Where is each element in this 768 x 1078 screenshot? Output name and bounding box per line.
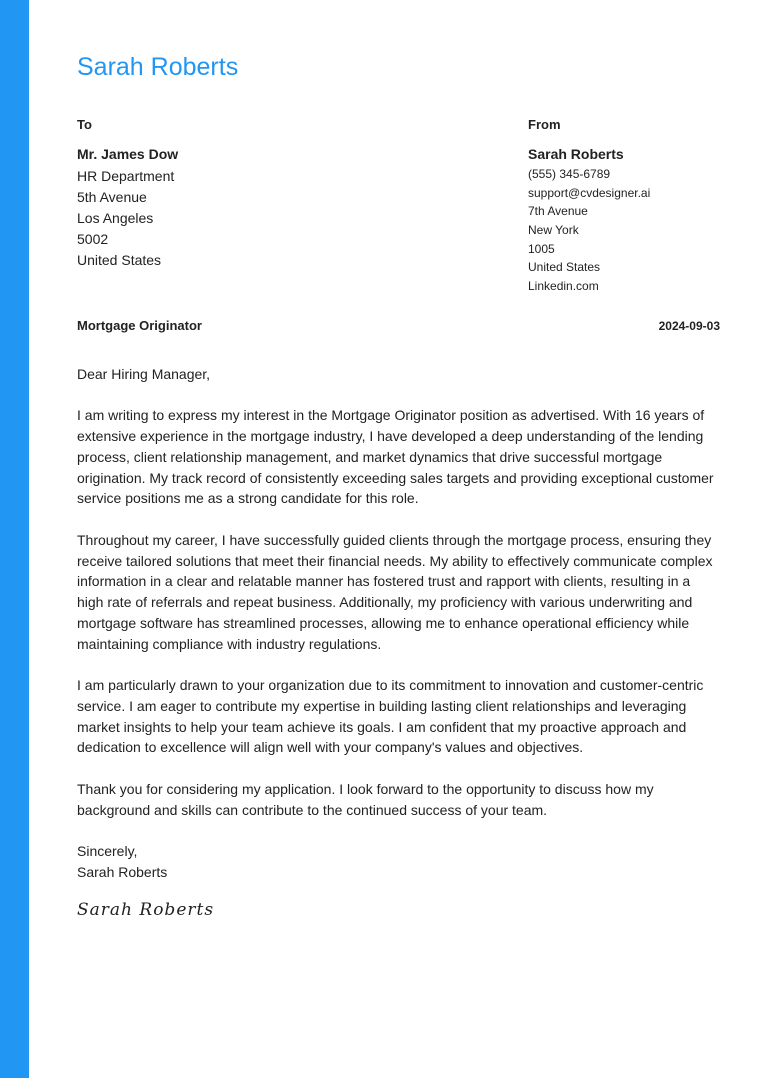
recipient-block	[77, 116, 457, 271]
sender-city: New York	[528, 223, 579, 238]
recipient-department: HR Department	[77, 168, 175, 184]
letter-subject: Mortgage Originator	[77, 318, 202, 333]
closing: Sincerely,	[77, 842, 138, 859]
body-paragraph: I am particularly drawn to your organization due to its commitment to innovation and customer-centric service. I am eager to contribute my expertise in building lasting client relationships and leveraging market insights to help your team achieve its goals. I am confident that my proactive approach and dedication to excellence will align well with your company's values and objectives.	[77, 677, 704, 756]
recipient-address	[77, 166, 457, 271]
subject-row	[77, 317, 720, 335]
letter-body	[77, 364, 720, 883]
sender-name: Sarah Roberts	[528, 146, 624, 162]
applicant-name-heading: Sarah Roberts	[77, 53, 239, 81]
body-paragraph: Throughout my career, I have successfully guided clients through the mortgage process, ensuring they receive tailored solutions that meet their financial needs. My ability to effectively communicate complex information in a clear and relatable manner has fostered trust and rapport with clients, resulting in a high rate of referrals and repeat business. Additionally, my proficiency with various underwriting and mortgage software has streamlined processes, allowing me to enhance operational efficiency while maintaining compliance with industry regulations.	[77, 531, 713, 652]
recipient-name: Mr. James Dow	[77, 146, 179, 162]
cover-letter-page	[77, 0, 720, 1078]
letter-date: 2024-09-03	[658, 319, 720, 333]
sender-country: United States	[528, 260, 601, 275]
sender-website: Linkedin.com	[528, 279, 599, 294]
sender-block	[528, 116, 720, 296]
sender-contact	[528, 165, 720, 296]
handwritten-signature: Sarah Roberts	[77, 900, 215, 920]
sender-phone: (555) 345-6789	[528, 167, 611, 181]
sender-street: 7th Avenue	[528, 204, 588, 219]
body-paragraph: Thank you for considering my application. I look forward to the opportunity to discuss how my background and skills can contribute to the continued success of your team.	[77, 780, 654, 818]
sender-label: From	[528, 117, 561, 132]
body-paragraph: I am writing to express my interest in the Mortgage Originator position as advertised. With 16 years of extensive experience in the mortgage industry, I have developed a deep understanding of the lending process, client relationship management, and market dynamics that drive successful mortgage origination. My track record of consistently exceeding sales targets and providing exceptional customer service positions me as a strong candidate for this role.	[77, 407, 714, 507]
closing-name: Sarah Roberts	[77, 863, 168, 880]
recipient-label: To	[77, 117, 92, 132]
recipient-postal-code: 5002	[77, 231, 109, 247]
sender-email: support@cvdesigner.ai	[528, 185, 651, 200]
recipient-street: 5th Avenue	[77, 189, 147, 205]
recipient-city: Los Angeles	[77, 210, 154, 226]
salutation: Dear Hiring Manager,	[77, 366, 211, 382]
recipient-country: United States	[77, 252, 162, 268]
sender-postal-code: 1005	[528, 241, 555, 256]
accent-side-bar	[0, 0, 29, 1078]
